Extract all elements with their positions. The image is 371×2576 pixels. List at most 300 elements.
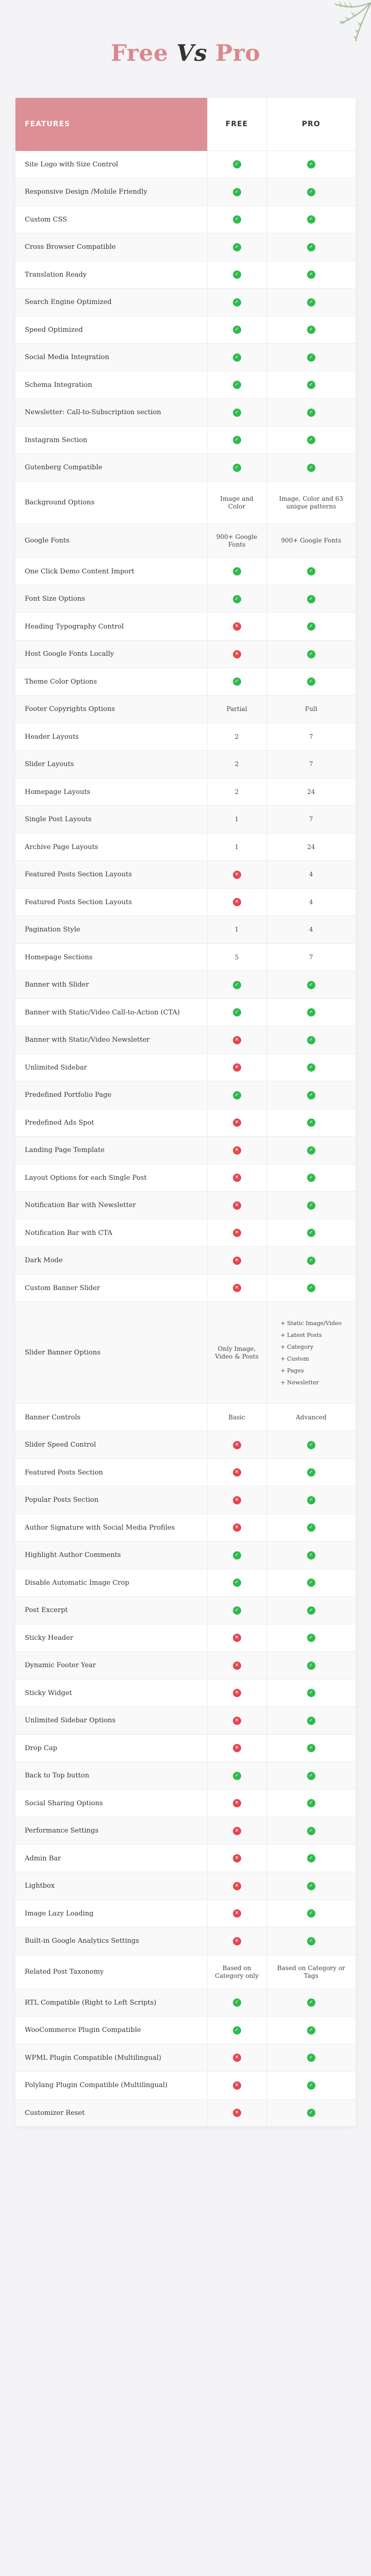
pro-cell	[266, 261, 356, 289]
check-icon: ✓	[307, 298, 315, 307]
check-icon: ✓	[307, 1118, 315, 1127]
pro-cell	[266, 316, 356, 344]
pro-cell	[266, 558, 356, 585]
pro-value: 7	[309, 953, 313, 961]
free-cell	[207, 1872, 266, 1900]
free-cell	[207, 2044, 266, 2072]
check-icon: ✓	[307, 215, 315, 224]
table-row	[15, 1541, 356, 1569]
free-cell	[207, 344, 266, 371]
free-cell	[207, 558, 266, 585]
check-icon: ✓	[307, 1551, 315, 1560]
pro-cell	[266, 1109, 356, 1137]
free-cell	[207, 233, 266, 261]
check-icon: ✓	[307, 1036, 315, 1044]
cross-icon: ✕	[233, 1496, 241, 1504]
feature-name: Lightbox	[15, 1872, 207, 1900]
pro-cell	[266, 613, 356, 640]
pro-cell	[266, 1247, 356, 1275]
pro-cell	[266, 1790, 356, 1817]
check-icon: ✓	[307, 1998, 315, 2007]
table-row	[15, 1762, 356, 1790]
feature-name: Layout Options for each Single Post	[15, 1164, 207, 1192]
feature-name: Polylang Plugin Compatible (Multilingual)	[15, 2072, 207, 2099]
table-header-row	[15, 98, 356, 151]
check-icon: ✓	[307, 622, 315, 631]
table-row	[15, 1054, 356, 1081]
check-icon: ✓	[233, 981, 241, 989]
free-cell	[207, 1302, 266, 1404]
free-cell	[207, 1514, 266, 1541]
free-cell	[207, 1247, 266, 1275]
pro-cell	[266, 233, 356, 261]
free-cell	[207, 316, 266, 344]
feature-name: Disable Automatic Image Crop	[15, 1569, 207, 1597]
table-row	[15, 861, 356, 889]
check-icon: ✓	[233, 436, 241, 444]
pro-cell	[266, 1431, 356, 1459]
table-row	[15, 1955, 356, 1989]
check-icon: ✓	[307, 270, 315, 279]
pro-cell	[266, 1624, 356, 1652]
table-row	[15, 1707, 356, 1735]
free-cell	[207, 1026, 266, 1054]
feature-name: Popular Posts Section	[15, 1486, 207, 1514]
pro-value: 7	[309, 733, 313, 740]
free-cell	[207, 524, 266, 558]
pro-cell	[266, 289, 356, 316]
free-cell	[207, 723, 266, 751]
table-row	[15, 1404, 356, 1431]
check-icon: ✓	[307, 381, 315, 389]
feature-name: Featured Posts Section Layouts	[15, 861, 207, 889]
check-icon: ✓	[307, 188, 315, 196]
check-icon: ✓	[307, 353, 315, 362]
list-item: + Newsletter	[280, 1377, 342, 1388]
pro-cell	[266, 1302, 356, 1404]
check-icon: ✓	[307, 1882, 315, 1890]
free-cell	[207, 399, 266, 427]
free-cell	[207, 889, 266, 916]
feature-name: Sticky Widget	[15, 1680, 207, 1707]
table-row	[15, 558, 356, 585]
pro-cell	[266, 2099, 356, 2127]
feature-name: WooCommerce Plugin Compatible	[15, 2016, 207, 2044]
feature-name: Author Signature with Social Media Profiles	[15, 1514, 207, 1541]
feature-name: RTL Compatible (Right to Left Scripts)	[15, 1989, 207, 2016]
free-cell	[207, 1054, 266, 1081]
table-row	[15, 427, 356, 454]
table-row	[15, 1109, 356, 1137]
free-cell	[207, 371, 266, 399]
check-icon: ✓	[307, 1662, 315, 1670]
cross-icon: ✕	[233, 1468, 241, 1477]
pro-cell	[266, 151, 356, 178]
table-row	[15, 1680, 356, 1707]
table-row	[15, 371, 356, 399]
check-icon: ✓	[307, 1091, 315, 1099]
check-icon: ✓	[307, 1854, 315, 1862]
free-cell	[207, 1275, 266, 1302]
feature-name: Search Engine Optimized	[15, 289, 207, 316]
free-value: Partial	[226, 705, 247, 713]
list-item: + Pages	[280, 1365, 342, 1377]
cross-icon: ✕	[233, 898, 241, 906]
table-row	[15, 1192, 356, 1219]
feature-name: Schema Integration	[15, 371, 207, 399]
pro-cell	[266, 889, 356, 916]
cross-icon: ✕	[233, 1174, 241, 1182]
list-item: + Static Image/Video	[280, 1317, 342, 1329]
check-icon: ✓	[233, 1091, 241, 1099]
pro-cell	[266, 1652, 356, 1680]
check-icon: ✓	[307, 2109, 315, 2117]
check-icon: ✓	[233, 567, 241, 575]
free-cell	[207, 944, 266, 971]
pro-cell	[266, 1404, 356, 1431]
table-row	[15, 1081, 356, 1109]
check-icon: ✓	[233, 353, 241, 362]
pro-cell	[266, 2016, 356, 2044]
feature-name: Site Logo with Size Control	[15, 151, 207, 178]
pro-value: 4	[309, 898, 313, 906]
cross-icon: ✕	[233, 1634, 241, 1642]
check-icon: ✓	[233, 188, 241, 196]
feature-name: Notification Bar with CTA	[15, 1219, 207, 1247]
cross-icon: ✕	[233, 1118, 241, 1127]
free-cell	[207, 1762, 266, 1790]
check-icon: ✓	[233, 677, 241, 686]
free-value: 2	[234, 760, 239, 768]
check-icon: ✓	[307, 1634, 315, 1642]
check-icon: ✓	[307, 981, 315, 989]
check-icon: ✓	[307, 567, 315, 575]
pro-cell	[266, 806, 356, 834]
free-cell	[207, 1081, 266, 1109]
pro-cell	[266, 1845, 356, 1872]
pro-cell	[266, 585, 356, 613]
feature-name: Translation Ready	[15, 261, 207, 289]
pro-cell	[266, 524, 356, 558]
check-icon: ✓	[307, 1717, 315, 1725]
table-row	[15, 1735, 356, 1762]
free-value: 1	[234, 926, 239, 933]
table-row	[15, 482, 356, 524]
feature-name: Landing Page Template	[15, 1137, 207, 1164]
feature-name: Unlimited Sidebar	[15, 1054, 207, 1081]
table-row	[15, 178, 356, 206]
feature-name: Drop Cap	[15, 1735, 207, 1762]
free-value: 2	[234, 733, 239, 740]
feature-name: Notification Bar with Newsletter	[15, 1192, 207, 1219]
free-cell	[207, 2072, 266, 2099]
feature-name: Back to Top button	[15, 1762, 207, 1790]
check-icon: ✓	[233, 2026, 241, 2035]
pro-cell	[266, 427, 356, 454]
feature-name: Social Media Integration	[15, 344, 207, 371]
free-cell	[207, 1459, 266, 1486]
header-free: FREE	[207, 98, 266, 151]
table-row	[15, 1247, 356, 1275]
check-icon: ✓	[233, 298, 241, 307]
check-icon: ✓	[307, 464, 315, 472]
free-value: Only Image, Video & Posts	[215, 1345, 259, 1360]
free-cell	[207, 1486, 266, 1514]
pro-cell	[266, 834, 356, 861]
check-icon: ✓	[307, 1744, 315, 1752]
feature-name: Newsletter: Call-to-Subscription section	[15, 399, 207, 427]
table-row	[15, 524, 356, 558]
free-cell	[207, 1817, 266, 1845]
check-icon: ✓	[307, 1937, 315, 1945]
pro-cell	[266, 999, 356, 1026]
free-cell	[207, 640, 266, 668]
table-row	[15, 1900, 356, 1927]
check-icon: ✓	[233, 464, 241, 472]
free-cell	[207, 1735, 266, 1762]
table-row	[15, 1164, 356, 1192]
free-cell	[207, 151, 266, 178]
table-row	[15, 2016, 356, 2044]
pro-value: Based on Category or Tags	[277, 1964, 345, 1979]
feature-name: Post Excerpt	[15, 1597, 207, 1624]
free-cell	[207, 861, 266, 889]
check-icon: ✓	[233, 160, 241, 168]
table-row	[15, 1459, 356, 1486]
cross-icon: ✕	[233, 2081, 241, 2090]
comparison-table	[15, 98, 356, 2127]
feature-name: Host Google Fonts Locally	[15, 640, 207, 668]
cross-icon: ✕	[233, 1662, 241, 1670]
table-row	[15, 316, 356, 344]
feature-name: Font Size Options	[15, 585, 207, 613]
table-row	[15, 2044, 356, 2072]
free-cell	[207, 454, 266, 482]
check-icon: ✓	[307, 595, 315, 603]
free-cell	[207, 585, 266, 613]
feature-name: Header Layouts	[15, 723, 207, 751]
cross-icon: ✕	[233, 2054, 241, 2062]
pro-cell	[266, 668, 356, 696]
feature-name: Featured Posts Section Layouts	[15, 889, 207, 916]
table-row	[15, 916, 356, 944]
check-icon: ✓	[307, 1441, 315, 1449]
cross-icon: ✕	[233, 1799, 241, 1807]
free-cell	[207, 482, 266, 524]
table-row	[15, 2099, 356, 2127]
free-cell	[207, 696, 266, 723]
pro-cell	[266, 1026, 356, 1054]
table-row	[15, 751, 356, 778]
cross-icon: ✕	[233, 1689, 241, 1697]
table-row	[15, 1927, 356, 1955]
free-cell	[207, 1137, 266, 1164]
pro-value: 4	[309, 926, 313, 933]
list-item: + Custom	[280, 1353, 342, 1365]
table-row	[15, 1569, 356, 1597]
pro-cell	[266, 1459, 356, 1486]
table-row	[15, 1597, 356, 1624]
table-row	[15, 834, 356, 861]
check-icon: ✓	[307, 326, 315, 334]
free-cell	[207, 1790, 266, 1817]
table-row	[15, 1872, 356, 1900]
pro-cell	[266, 944, 356, 971]
comparison-rows	[15, 151, 356, 2127]
pro-cell	[266, 2072, 356, 2099]
table-row	[15, 1026, 356, 1054]
cross-icon: ✕	[233, 1229, 241, 1237]
feature-name: Sticky Header	[15, 1624, 207, 1652]
feature-name: Unlimited Sidebar Options	[15, 1707, 207, 1735]
table-row	[15, 1817, 356, 1845]
free-value: Basic	[228, 1413, 245, 1421]
pro-value: Advanced	[295, 1413, 327, 1421]
pro-cell	[266, 916, 356, 944]
pro-cell	[266, 178, 356, 206]
free-cell	[207, 1680, 266, 1707]
table-row	[15, 289, 356, 316]
check-icon: ✓	[307, 1146, 315, 1155]
feature-name: Banner Controls	[15, 1404, 207, 1431]
table-row	[15, 206, 356, 233]
table-row	[15, 1275, 356, 1302]
cross-icon: ✕	[233, 1146, 241, 1155]
pro-cell	[266, 2044, 356, 2072]
feature-name: Social Sharing Options	[15, 1790, 207, 1817]
cross-icon: ✕	[233, 1854, 241, 1862]
free-cell	[207, 999, 266, 1026]
check-icon: ✓	[307, 1201, 315, 1210]
pro-value: 24	[307, 843, 315, 851]
pro-cell	[266, 778, 356, 806]
check-icon: ✓	[307, 1827, 315, 1835]
pro-cell	[266, 1817, 356, 1845]
pro-cell	[266, 454, 356, 482]
table-row	[15, 344, 356, 371]
cross-icon: ✕	[233, 622, 241, 631]
free-cell	[207, 1707, 266, 1735]
table-row	[15, 1302, 356, 1404]
check-icon: ✓	[233, 1008, 241, 1016]
free-cell	[207, 1109, 266, 1137]
cross-icon: ✕	[233, 1441, 241, 1449]
pro-value: 900+ Google Fonts	[281, 537, 342, 544]
check-icon: ✓	[307, 1468, 315, 1477]
free-cell	[207, 668, 266, 696]
feature-name: Slider Speed Control	[15, 1431, 207, 1459]
free-cell	[207, 1192, 266, 1219]
cross-icon: ✕	[233, 1201, 241, 1210]
cross-icon: ✕	[233, 1257, 241, 1265]
free-cell	[207, 834, 266, 861]
pro-value: 7	[309, 816, 313, 823]
cross-icon: ✕	[233, 1523, 241, 1532]
pro-cell	[266, 344, 356, 371]
table-row	[15, 696, 356, 723]
free-cell	[207, 1624, 266, 1652]
title-pro: Pro	[215, 40, 261, 66]
check-icon: ✓	[307, 1284, 315, 1292]
feature-name: One Click Demo Content Import	[15, 558, 207, 585]
check-icon: ✓	[307, 1257, 315, 1265]
pro-cell	[266, 696, 356, 723]
check-icon: ✓	[233, 270, 241, 279]
feature-name: Banner with Slider	[15, 971, 207, 999]
table-row	[15, 668, 356, 696]
pro-cell	[266, 1872, 356, 1900]
table-row	[15, 778, 356, 806]
table-row	[15, 944, 356, 971]
pro-value: Image, Color and 63 unique patterns	[279, 495, 343, 510]
cross-icon: ✕	[233, 1063, 241, 1072]
check-icon: ✓	[233, 243, 241, 251]
feature-name: Heading Typography Control	[15, 613, 207, 640]
pro-value: 4	[309, 871, 313, 878]
table-row	[15, 1989, 356, 2016]
free-cell	[207, 751, 266, 778]
pro-cell	[266, 371, 356, 399]
feature-name: Banner with Static/Video Call-to-Action (CTA)	[15, 999, 207, 1026]
check-icon: ✓	[307, 1772, 315, 1780]
feature-name: Dynamic Footer Year	[15, 1652, 207, 1680]
feature-name: Highlight Author Comments	[15, 1541, 207, 1569]
free-value: 5	[234, 953, 239, 961]
free-value: Image and Color	[220, 495, 254, 510]
check-icon: ✓	[307, 243, 315, 251]
feature-name: Slider Layouts	[15, 751, 207, 778]
free-cell	[207, 1164, 266, 1192]
cross-icon: ✕	[233, 1827, 241, 1835]
free-value: 1	[234, 843, 239, 851]
check-icon: ✓	[307, 1909, 315, 1918]
free-cell	[207, 1404, 266, 1431]
check-icon: ✓	[307, 2026, 315, 2035]
table-row	[15, 585, 356, 613]
check-icon: ✓	[307, 436, 315, 444]
free-cell	[207, 806, 266, 834]
check-icon: ✓	[233, 1579, 241, 1587]
title-vs: Vs	[176, 40, 208, 66]
pro-cell	[266, 1927, 356, 1955]
table-row	[15, 889, 356, 916]
free-value: 1	[234, 816, 239, 823]
feature-name: Dark Mode	[15, 1247, 207, 1275]
table-row	[15, 1514, 356, 1541]
check-icon: ✓	[307, 2054, 315, 2062]
check-icon: ✓	[233, 1772, 241, 1780]
check-icon: ✓	[233, 381, 241, 389]
feature-name: Built-in Google Analytics Settings	[15, 1927, 207, 1955]
feature-name: Slider Banner Options	[15, 1302, 207, 1404]
free-cell	[207, 1597, 266, 1624]
free-value: Based on Category only	[214, 1964, 259, 1979]
pro-cell	[266, 640, 356, 668]
table-row	[15, 806, 356, 834]
pro-value: 24	[307, 788, 315, 795]
feature-name: Predefined Ads Spot	[15, 1109, 207, 1137]
pro-cell	[266, 1707, 356, 1735]
pro-cell	[266, 1219, 356, 1247]
free-cell	[207, 2016, 266, 2044]
cross-icon: ✕	[233, 1937, 241, 1945]
feature-name: Background Options	[15, 482, 207, 524]
feature-name: Single Post Layouts	[15, 806, 207, 834]
feature-name: Homepage Layouts	[15, 778, 207, 806]
feature-name: Pagination Style	[15, 916, 207, 944]
table-row	[15, 1652, 356, 1680]
check-icon: ✓	[307, 1689, 315, 1697]
